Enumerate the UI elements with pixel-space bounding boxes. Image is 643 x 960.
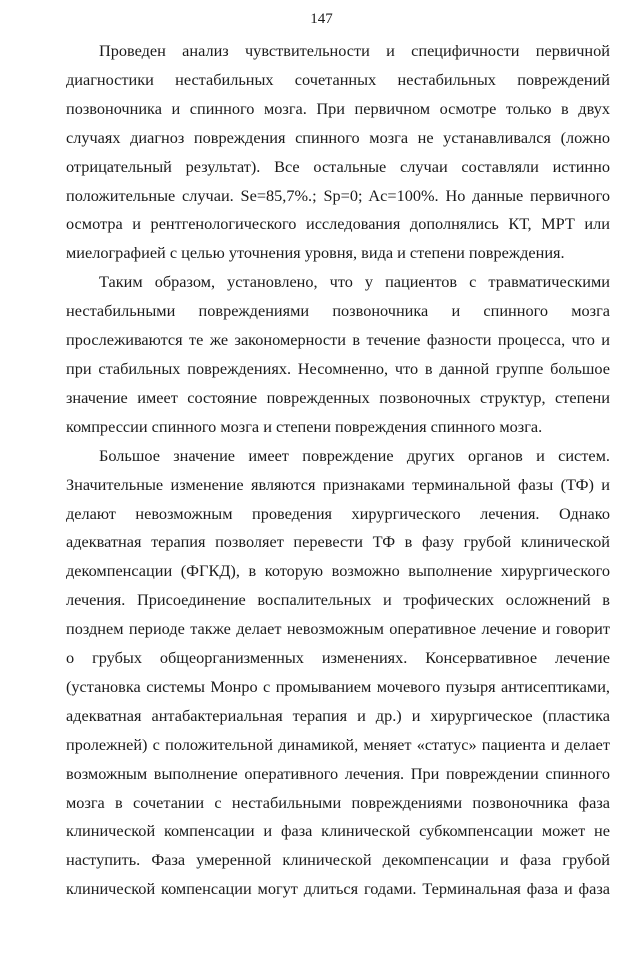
text-line: Значительные изменение являются признаками терминальной фазы (ТФ) и: [66, 474, 610, 494]
paragraph-2: [66, 268, 610, 441]
text-line: Таким образом, установлено, что у пациентов с травматическими: [99, 272, 610, 292]
text-line: мозга в сочетании с нестабильными повреждениями позвоночника фаза: [66, 792, 610, 812]
text-line: возможным выполнение оперативного лечения. При повреждении спинного: [66, 763, 610, 783]
text-line: наступить. Фаза умеренной клинической декомпенсации и фаза грубой: [66, 850, 610, 870]
text-line: прослеживаются те же закономерности в течение фазности процесса, что и: [66, 330, 610, 350]
text-line: диагностики нестабильных сочетанных нестабильных повреждений: [66, 69, 610, 89]
text-line: о грубых общеорганизменных изменениях. Консервативное лечение: [66, 648, 610, 668]
text-line: при стабильных повреждениях. Несомненно, что в данной группе большое: [66, 358, 610, 378]
paragraph-1: [66, 37, 610, 268]
text-line: случаях диагноз повреждения спинного мозга не устанавливался (ложно: [66, 127, 610, 147]
text-line: позднем периоде также делает невозможным оперативное лечение и говорит: [66, 619, 610, 639]
text-line: позвоночника и спинного мозга. При первичном осмотре только в двух: [66, 98, 610, 118]
page-number: 147: [310, 11, 333, 27]
paragraph-3: [66, 442, 610, 905]
text-line: отрицательный результат). Все остальные случаи составляли истинно: [66, 156, 610, 176]
text-line: значение имеет состояние поврежденных позвоночных структур, степени: [66, 387, 610, 407]
text-line: (установка системы Монро с промыванием мочевого пузыря антисептиками,: [66, 676, 610, 696]
text-line: адекватная терапия позволяет перевести ТФ в фазу грубой клинической: [66, 532, 610, 552]
text-line: лечения. Присоединение воспалительных и трофических осложнений в: [66, 590, 610, 610]
text-line: Большое значение имеет повреждение других органов и систем.: [99, 445, 610, 465]
text-line: миелографией с целью уточнения уровня, вида и степени повреждения.: [66, 243, 565, 263]
text-line: осмотра и рентгенологического исследования дополнялись КТ, МРТ или: [66, 214, 610, 234]
text-line: адекватная антабактериальная терапия и др.) и хирургическое (пластика: [66, 705, 610, 725]
text-line: декомпенсации (ФГКД), в которую возможно выполнение хирургического: [66, 561, 610, 581]
body-text: [66, 37, 610, 904]
text-line: нестабильными повреждениями позвоночника и спинного мозга: [66, 301, 610, 321]
text-line: пролежней) с положительной динамикой, меняет «статус» пациента и делает: [66, 734, 610, 754]
text-line: клинической компенсации могут длиться годами. Терминальная фаза и фаза: [66, 879, 610, 899]
text-line: клинической компенсации и фаза клинической субкомпенсации может не: [66, 821, 610, 841]
text-line: положительные случаи. Se=85,7%.; Sp=0; Ac=100%. Но данные первичного: [66, 185, 610, 205]
text-line: делают невозможным проведения хирургического лечения. Однако: [66, 503, 610, 523]
text-line: компрессии спинного мозга и степени повреждения спинного мозга.: [66, 416, 543, 436]
text-line: Проведен анализ чувствительности и специфичности первичной: [99, 41, 610, 60]
